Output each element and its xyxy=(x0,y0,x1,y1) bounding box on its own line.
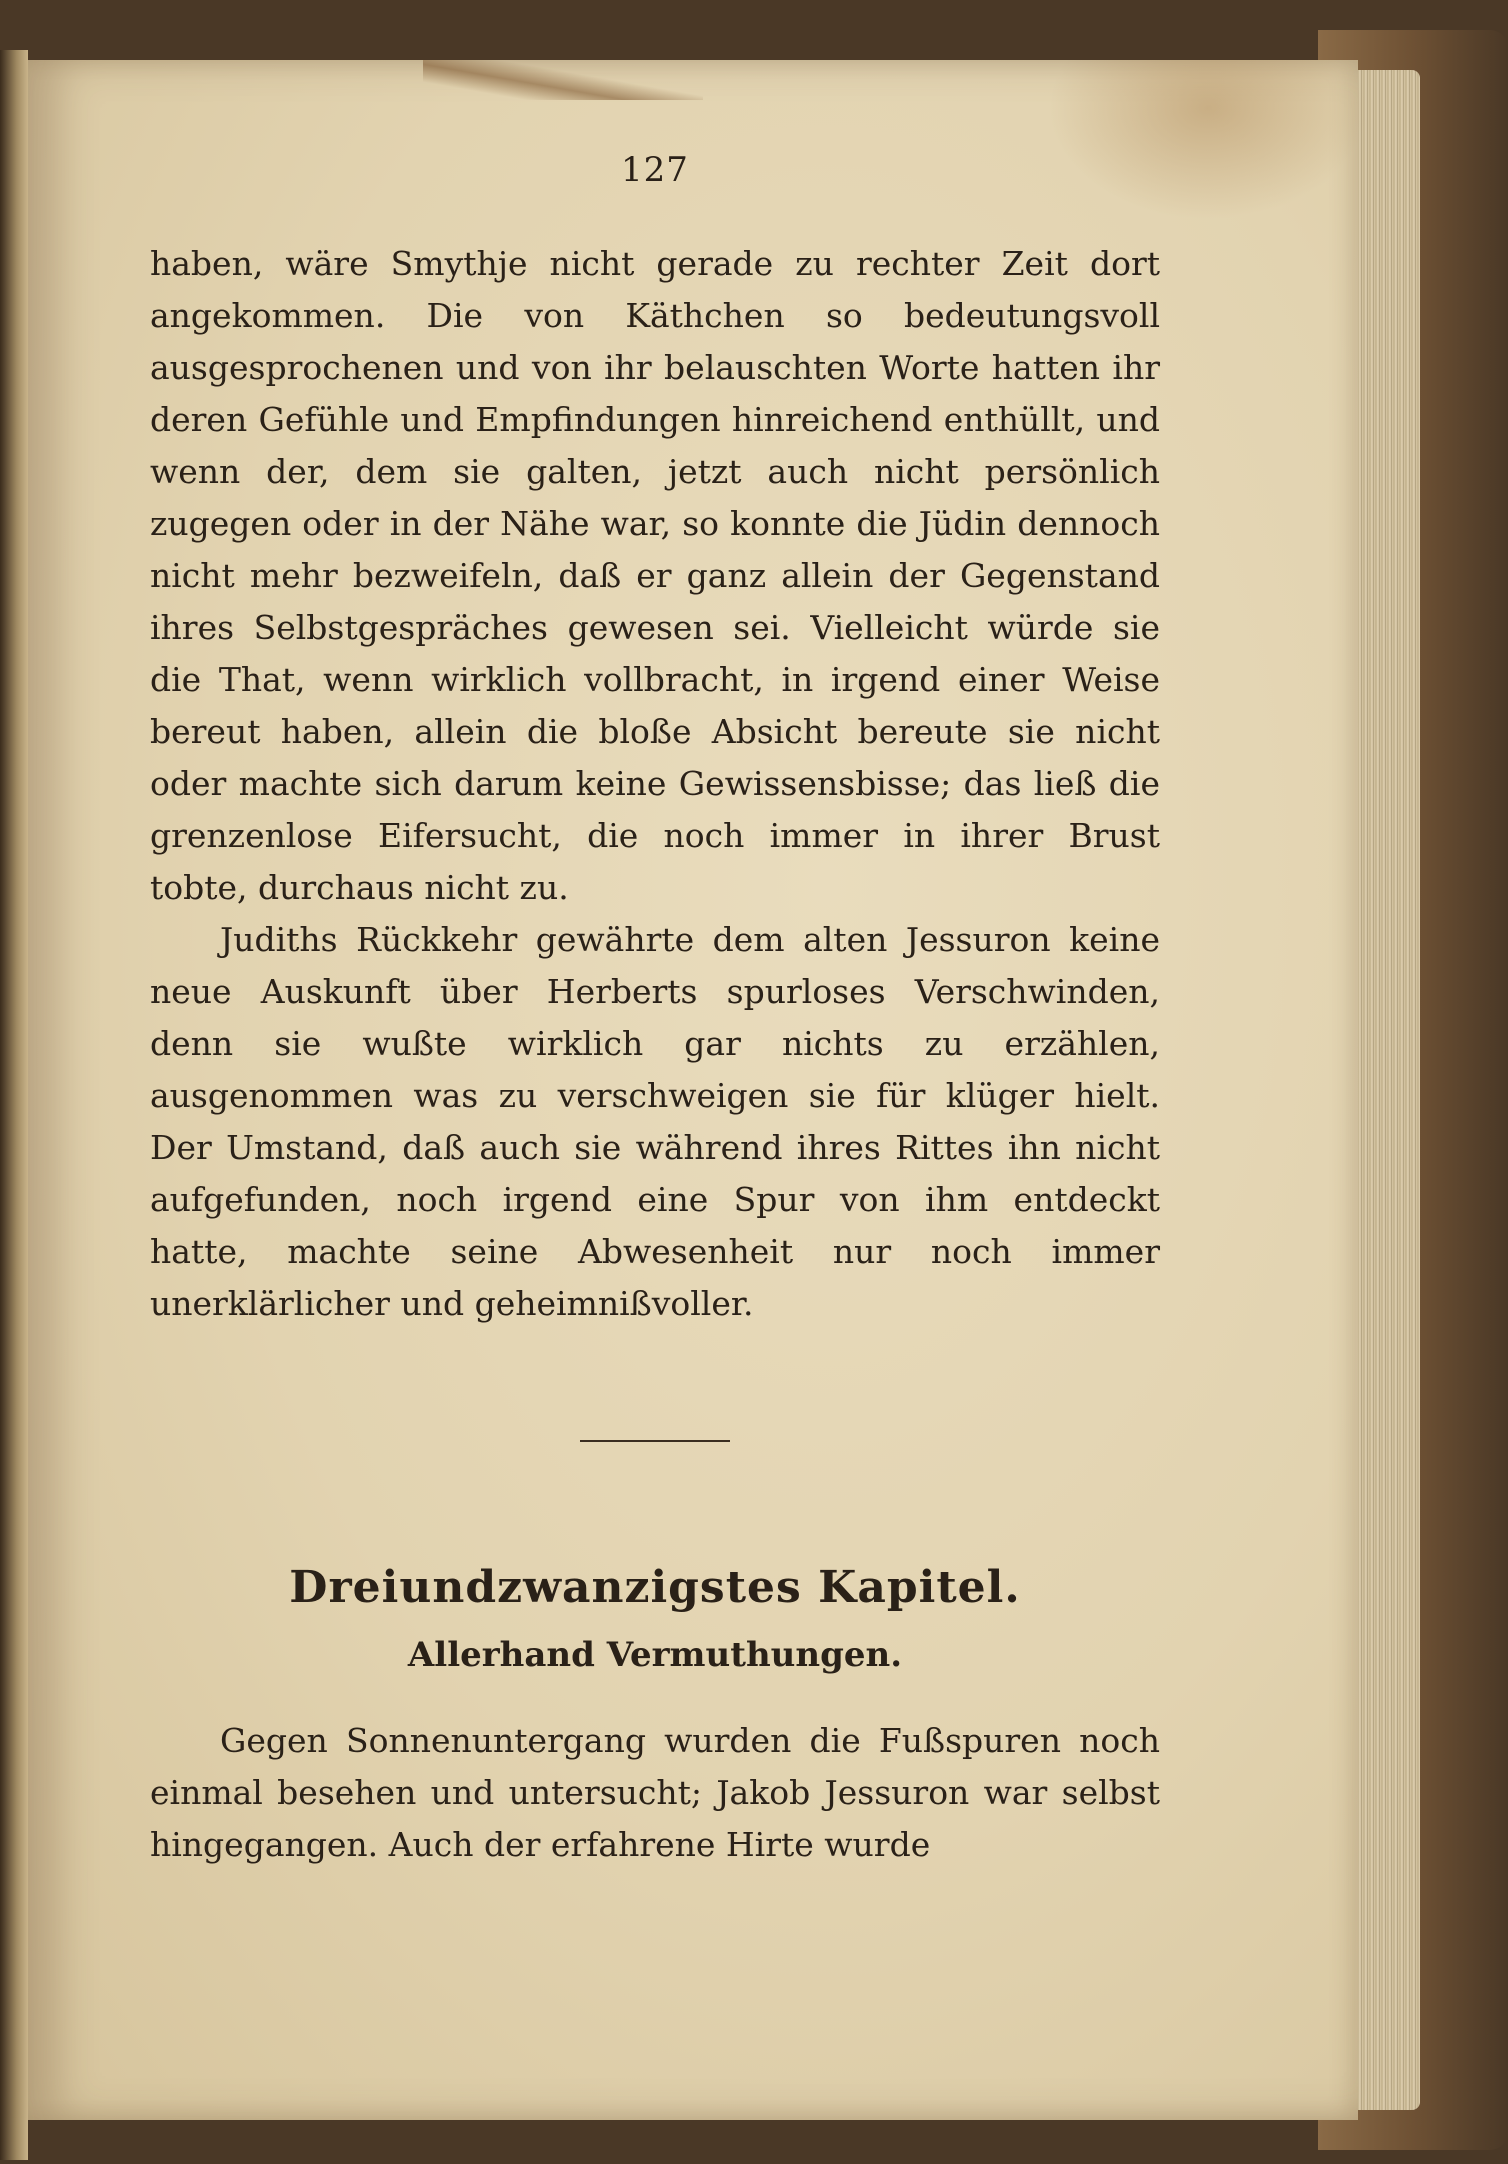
left-page-edge xyxy=(0,50,28,2160)
chapter-title: Dreiundzwanzigstes Kapitel. xyxy=(289,1562,1021,1613)
paragraph-1: haben, wäre Smythje nicht gerade zu rechter Zeit dort angekommen. Die von Käthchen so bedeutungsvoll ausgesprochenen und von ihr belauschten Worte hatten ihr deren Gefühle und Empfindungen hinreichend enthüllt, und wenn der, dem sie galten, jetzt auch nicht persönlich zugegen oder in der Nähe war, so konnte die Jüdin dennoch nicht mehr bezweifeln, daß er ganz allein der Gegenstand ihres Selbstgespräches gewesen sei. Vielleicht würde sie die That, wenn wirklich vollbracht, in irgend einer Weise bereut haben, allein die bloße Absicht bereute sie nicht oder machte sich darum keine Gewissensbisse; das ließ die grenzenlose Eifersucht, die noch immer in ihrer Brust tobte, durchaus nicht zu. xyxy=(150,244,1160,907)
page-number: 127 xyxy=(621,150,689,190)
chapter-subtitle: Allerhand Vermuthungen. xyxy=(407,1635,903,1675)
page-content xyxy=(150,150,1160,1871)
chapter-opening-paragraph: Gegen Sonnenuntergang wurden die Fußspuren noch einmal besehen und untersucht; Jakob Jessuron war selbst hingegangen. Auch der erfahrene Hirte wurde xyxy=(150,1721,1160,1864)
page-edges xyxy=(1350,70,1420,2110)
bookmark-ribbon xyxy=(423,60,703,100)
book-page xyxy=(28,60,1358,2120)
section-divider xyxy=(580,1440,730,1442)
paragraph-2: Judiths Rückkehr gewährte dem alten Jessuron keine neue Auskunft über Herberts spurloses Verschwinden, denn sie wußte wirklich gar nichts zu erzählen, ausgenommen was zu verschweigen sie für klüger hielt. Der Umstand, daß auch sie während ihres Rittes ihn nicht aufgefunden, noch irgend eine Spur von ihm entdeckt hatte, machte seine Abwesenheit nur noch immer unerklärlicher und geheimnißvoller. xyxy=(150,920,1160,1323)
